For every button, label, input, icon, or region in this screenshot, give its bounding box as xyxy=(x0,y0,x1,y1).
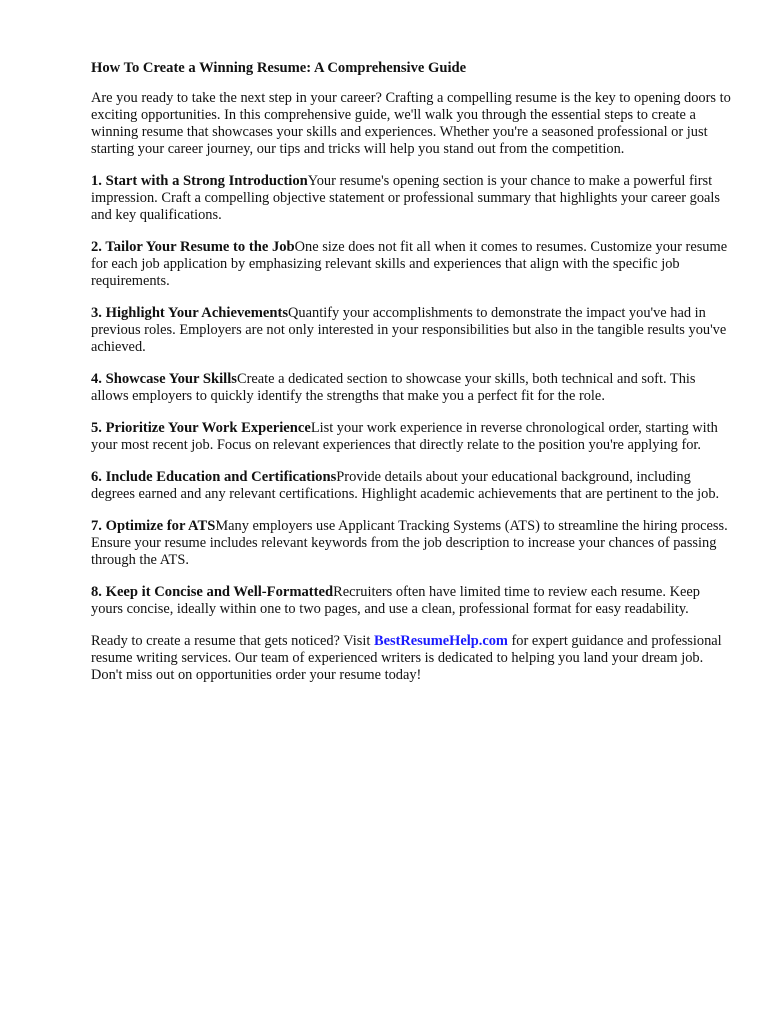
section-1-heading: 1. Start with a Strong Introduction xyxy=(91,173,308,189)
closing-text-before-link: Ready to create a resume that gets noticed? Visit xyxy=(91,633,371,649)
best-resume-help-link[interactable]: BestResumeHelp.com xyxy=(374,633,508,649)
section-5 xyxy=(91,420,731,454)
section-1 xyxy=(91,173,731,224)
section-7-heading: 7. Optimize for ATS xyxy=(91,518,216,534)
section-2 xyxy=(91,239,731,290)
section-4 xyxy=(91,371,731,405)
section-2-heading: 2. Tailor Your Resume to the Job xyxy=(91,239,295,255)
closing-text-after-link: for expert guidance and professional resume writing services. Our team of experienced writers is dedicated to helping you land your dream job. Don't miss out on opportunities order your resume today! xyxy=(91,633,722,683)
section-3 xyxy=(91,305,731,356)
document-page xyxy=(91,59,731,699)
section-8-body: Recruiters often have limited time to review each resume. Keep yours concise, ideally within one to two pages, and use a clean, professional format for easy readability. xyxy=(91,584,700,617)
section-6-heading: 6. Include Education and Certifications xyxy=(91,469,337,485)
section-5-body: List your work experience in reverse chronological order, starting with your most recent job. Focus on relevant experiences that directly relate to the position you're applying for. xyxy=(91,420,718,453)
document-title: How To Create a Winning Resume: A Comprehensive Guide xyxy=(91,60,467,76)
section-4-heading: 4. Showcase Your Skills xyxy=(91,371,237,387)
section-6 xyxy=(91,469,731,503)
section-7 xyxy=(91,518,731,569)
section-6-body: Provide details about your educational background, including degrees earned and any relevant certifications. Highlight academic achievements that are pertinent to the job. xyxy=(91,469,720,502)
section-2-body: One size does not fit all when it comes to resumes. Customize your resume for each job application by emphasizing relevant skills and experiences that align with the specific job requirements. xyxy=(91,239,728,289)
intro-paragraph: Are you ready to take the next step in your career? Crafting a compelling resume is the key to opening doors to exciting opportunities. In this comprehensive guide, we'll walk you through the essential steps to create a winning resume that showcases your skills and experiences. Whether you're a seasoned professional or just starting your career journey, our tips and tricks will help you stand out from the competition. xyxy=(91,90,731,157)
section-5-heading: 5. Prioritize Your Work Experience xyxy=(91,420,311,436)
section-3-body: Quantify your accomplishments to demonstrate the impact you've had in previous roles. Employers are not only interested in your responsibilities but also in the tangible results you've achieved. xyxy=(91,305,727,355)
section-1-body: Your resume's opening section is your chance to make a powerful first impression. Craft a compelling objective statement or professional summary that highlights your career goals and key qualifications. xyxy=(91,173,721,223)
section-8 xyxy=(91,584,731,618)
section-4-body: Create a dedicated section to showcase your skills, both technical and soft. This allows employers to quickly identify the strengths that make you a perfect fit for the role. xyxy=(91,371,696,404)
section-7-body: Many employers use Applicant Tracking Systems (ATS) to streamline the hiring process. Ensure your resume includes relevant keywords from the job description to increase your chances of passing through the ATS. xyxy=(91,518,728,568)
section-8-heading: 8. Keep it Concise and Well-Formatted xyxy=(91,584,334,600)
section-3-heading: 3. Highlight Your Achievements xyxy=(91,305,289,321)
closing-paragraph xyxy=(91,633,731,684)
